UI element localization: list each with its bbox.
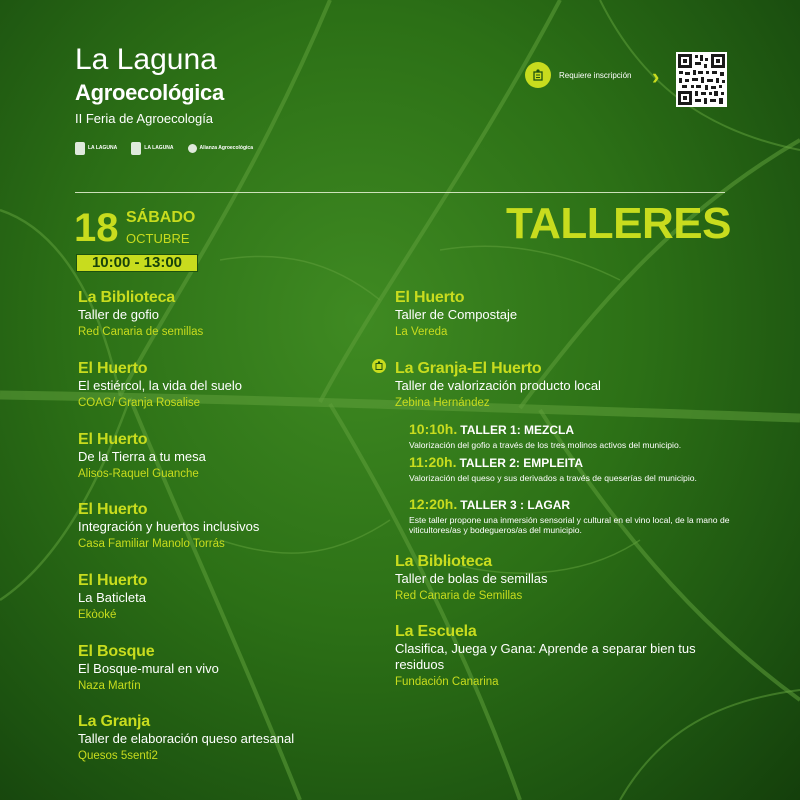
session-description: Valorización del gofio a través de los tres molinos activos del municipio. — [409, 440, 682, 450]
workshop-location: La Biblioteca — [78, 289, 175, 306]
session-description: Este taller propone una inmersión sensorial y cultural en el vino local, de la mano de viticultores/as y bodegueros/as del municipio. — [409, 515, 730, 535]
workshop-title: El Bosque-mural en vivo — [78, 661, 219, 676]
workshop-organizer: Red Canaria de Semillas — [395, 590, 523, 602]
workshop-item — [78, 712, 378, 763]
workshop-item — [395, 359, 695, 410]
day-number: 18 — [74, 206, 119, 250]
workshop-title: Taller de bolas de semillas — [395, 571, 548, 586]
workshop-title: Taller de Compostaje — [395, 307, 518, 322]
workshop-organizer: Quesos 5senti2 — [78, 750, 158, 762]
time-range-badge: 10:00 - 13:00 — [76, 254, 198, 272]
workshop-title: Taller de valorización producto local — [395, 378, 601, 393]
session-item — [409, 421, 739, 450]
session-time: 10:10h. — [409, 421, 458, 437]
session-description: Valorización del queso y sus derivados a través de queserías del municipio. — [409, 473, 697, 483]
workshop-location: La Granja — [78, 713, 151, 730]
session-item — [409, 454, 739, 483]
session-time: 12:20h. — [409, 496, 458, 512]
month: OCTUBRE — [126, 231, 190, 246]
workshop-organizer: Ekòoké — [78, 609, 117, 621]
workshop-title: El estiércol, la vida del suelo — [78, 378, 243, 393]
workshop-organizer: La Vereda — [395, 326, 448, 338]
workshop-item — [78, 571, 378, 622]
workshop-location: La Biblioteca — [395, 553, 492, 570]
header-divider — [75, 192, 725, 193]
workshop-location: La Granja-El Huerto — [395, 360, 542, 377]
workshop-location: El Huerto — [395, 289, 465, 306]
workshop-location: El Huerto — [78, 572, 148, 589]
registration-label: Requiere inscripción — [559, 70, 632, 80]
workshop-organizer: Casa Familiar Manolo Torrás — [78, 538, 225, 550]
chevron-right-icon: › — [652, 64, 660, 89]
workshop-title: Taller de elaboración queso artesanal — [78, 731, 295, 746]
qr-code-icon[interactable] — [676, 52, 727, 107]
workshop-item — [395, 288, 695, 339]
session-name: TALLER 2: EMPLEITA — [459, 456, 584, 470]
session-name: TALLER 1: MEZCLA — [460, 423, 575, 437]
workshop-item — [78, 500, 378, 551]
workshop-organizer: COAG/ Granja Rosalise — [78, 397, 201, 409]
workshop-title: Taller de gofio — [78, 307, 159, 322]
registration-required-icon — [372, 359, 386, 373]
workshop-item — [395, 622, 715, 689]
alianza-logo: Alianza Agroecológica — [188, 144, 253, 153]
section-title: TALLERES — [506, 199, 731, 248]
workshop-organizer: Naza Martín — [78, 680, 141, 692]
workshop-title: De la Tierra a tu mesa — [78, 449, 206, 464]
session-item — [409, 496, 739, 535]
workshop-item — [78, 288, 378, 339]
workshop-location: El Bosque — [78, 643, 155, 660]
title-line1: La Laguna — [75, 43, 217, 76]
registration-icon — [525, 62, 551, 88]
la-laguna-rural-logo: LA LAGUNA — [131, 142, 173, 155]
alianza-logo-icon — [188, 144, 197, 153]
coat-of-arms-icon — [75, 142, 85, 155]
workshop-location: El Huerto — [78, 360, 148, 377]
title-line2: Agroecológica — [75, 80, 224, 105]
workshop-item — [78, 430, 378, 481]
workshop-location: La Escuela — [395, 623, 477, 640]
workshop-organizer: Alisos-Raquel Guanche — [78, 468, 199, 480]
workshop-organizer: Red Canaria de semillas — [78, 326, 204, 338]
subtitle: II Feria de Agroecología — [75, 111, 214, 126]
ayuntamiento-logo: LA LAGUNA — [75, 142, 117, 155]
session-time: 11:20h. — [409, 454, 457, 470]
workshop-item — [395, 552, 695, 603]
workshop-title: La Baticleta — [78, 590, 146, 605]
workshop-title: Clasifica, Juega y Gana: Aprende a separar bien tus residuos — [395, 641, 696, 672]
weekday: SÁBADO — [126, 209, 196, 226]
rural-logo-icon — [131, 142, 141, 155]
registration-notice — [525, 62, 631, 88]
workshop-location: El Huerto — [78, 501, 148, 518]
workshop-item — [78, 359, 378, 410]
workshop-location: El Huerto — [78, 431, 148, 448]
workshop-item — [78, 642, 378, 693]
sponsor-logos — [75, 138, 253, 158]
workshop-organizer: Fundación Canarina — [395, 676, 499, 688]
workshop-title: Integración y huertos inclusivos — [78, 519, 260, 534]
session-name: TALLER 3 : LAGAR — [460, 498, 571, 512]
workshop-organizer: Zebina Hernández — [395, 397, 490, 409]
